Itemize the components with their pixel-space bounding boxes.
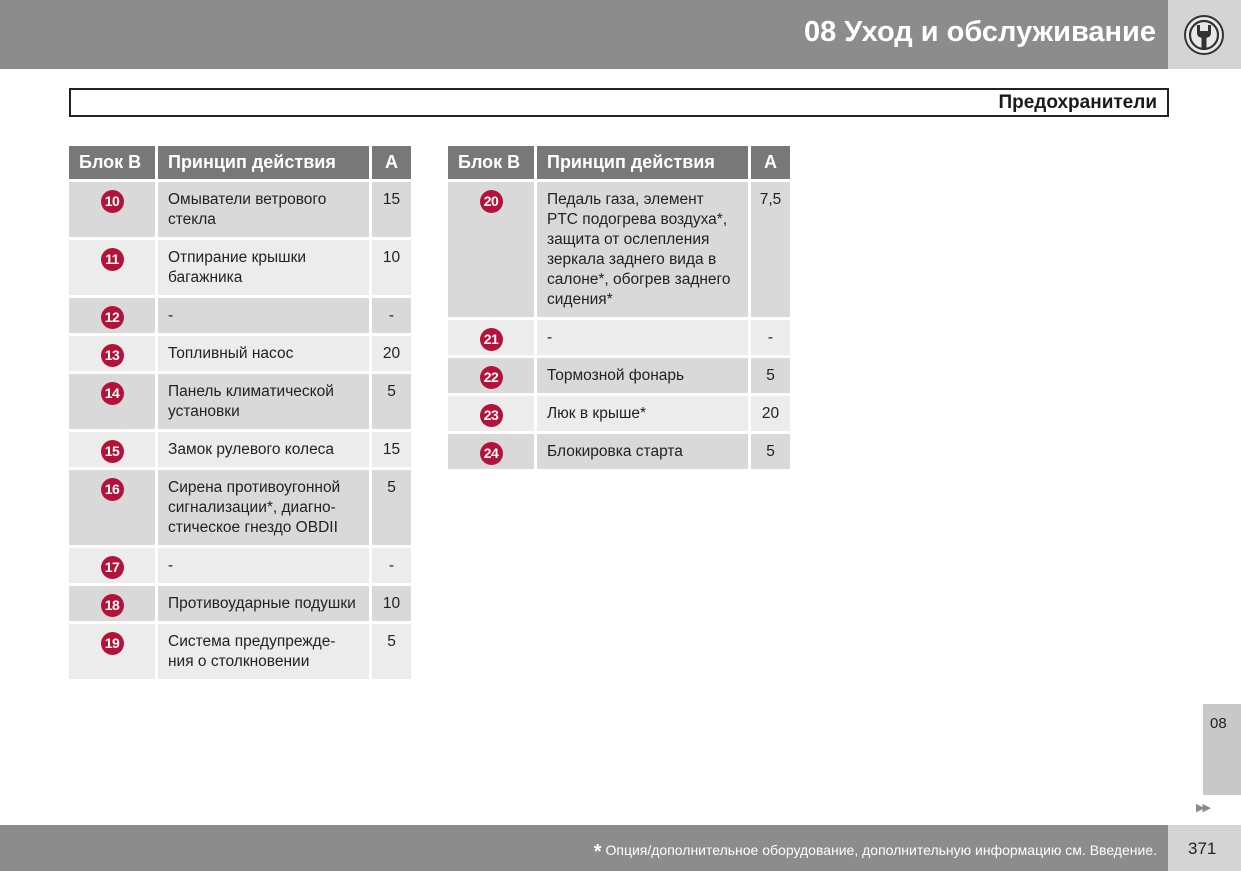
table-row (69, 336, 411, 371)
fuse-amperage-cell: 5 (369, 374, 411, 429)
fuse-number-badge: 12 (101, 306, 124, 329)
column-header-block: Блок B (448, 146, 534, 179)
fuse-number-badge: 23 (480, 404, 503, 427)
fuse-number-cell (448, 434, 534, 469)
table-row (448, 396, 790, 431)
fuse-function-cell: Педаль газа, элемент PTC подогрева воздуха*, защита от ослепления зеркала заднего вида в салоне*, обогрев заднего сидения* (534, 182, 748, 317)
fuse-number-badge: 19 (101, 632, 124, 655)
fuse-number-badge: 22 (480, 366, 503, 389)
fuse-number-badge: 10 (101, 190, 124, 213)
fuse-number-cell (69, 240, 155, 295)
footnote-star: * (593, 841, 602, 863)
table-row (69, 298, 411, 333)
fuse-number-cell (448, 396, 534, 431)
footer-note (594, 841, 1157, 864)
fuse-function-cell: Омыватели ветрового стекла (155, 182, 369, 237)
chapter-title: 08 Уход и обслуживание (803, 16, 1156, 48)
fuse-amperage-cell: - (369, 548, 411, 583)
fuse-table-left (69, 143, 411, 682)
fuse-amperage-cell: - (369, 298, 411, 333)
fuse-number-badge: 21 (480, 328, 503, 351)
fuse-number-badge: 15 (101, 440, 124, 463)
fuse-number-cell (69, 182, 155, 237)
footer-bar (0, 825, 1168, 871)
header-icon-box (1168, 0, 1241, 69)
fuse-function-cell: Тормозной фонарь (534, 358, 748, 393)
table-row (448, 182, 790, 317)
fuse-function-cell: - (155, 298, 369, 333)
table-row (69, 374, 411, 429)
table-row (69, 624, 411, 679)
fuse-number-badge: 18 (101, 594, 124, 617)
fuse-amperage-cell: - (748, 320, 790, 355)
fuse-number-cell (69, 432, 155, 467)
fuse-number-cell (448, 320, 534, 355)
chapter-side-tab[interactable] (1203, 704, 1241, 795)
fuse-amperage-cell: 10 (369, 240, 411, 295)
column-header-amps: А (748, 146, 790, 179)
fuse-amperage-cell: 5 (369, 624, 411, 679)
table-row (448, 434, 790, 469)
table-row (448, 320, 790, 355)
fuse-amperage-cell: 5 (369, 470, 411, 545)
fuse-function-cell: Сирена противоугонной сигнализации*, диагно-стическое гнездо OBDII (155, 470, 369, 545)
fuse-number-cell (448, 358, 534, 393)
fuse-function-cell: Противоударные подушки (155, 586, 369, 621)
fuse-number-badge: 16 (101, 478, 124, 501)
fuse-amperage-cell: 7,5 (748, 182, 790, 317)
fuse-number-badge: 14 (101, 382, 124, 405)
column-header-function: Принцип действия (155, 146, 369, 179)
chapter-side-tab-label: 08 (1210, 715, 1227, 732)
fuse-function-cell: Блокировка старта (534, 434, 748, 469)
wrench-gear-icon (1182, 13, 1226, 57)
fuse-table-right (448, 143, 790, 472)
fuse-number-cell (69, 336, 155, 371)
table-row (448, 358, 790, 393)
fuse-amperage-cell: 10 (369, 586, 411, 621)
section-title: Предохранители (998, 92, 1157, 113)
fuse-number-badge: 11 (101, 248, 124, 271)
column-header-function: Принцип действия (534, 146, 748, 179)
fuse-function-cell: Замок рулевого колеса (155, 432, 369, 467)
table-row (69, 548, 411, 583)
fuse-amperage-cell: 15 (369, 182, 411, 237)
fuse-function-cell: - (534, 320, 748, 355)
fuse-function-cell: Топливный насос (155, 336, 369, 371)
fuse-number-cell (69, 548, 155, 583)
fuse-function-cell: Отпирание крышки багажника (155, 240, 369, 295)
fuse-function-cell: Люк в крыше* (534, 396, 748, 431)
table-header-row (69, 146, 411, 179)
fuse-number-badge: 17 (101, 556, 124, 579)
page-number: 371 (1188, 839, 1217, 858)
fuse-amperage-cell: 20 (748, 396, 790, 431)
page-number-box (1168, 825, 1241, 871)
fuse-number-badge: 24 (480, 442, 503, 465)
footnote-text: Опция/дополнительное оборудование, дополнительную информацию см. Введение. (605, 842, 1157, 858)
fuse-number-badge: 20 (480, 190, 503, 213)
fuse-number-cell (69, 470, 155, 545)
table-header-row (448, 146, 790, 179)
column-header-amps: А (369, 146, 411, 179)
double-arrow-right-icon[interactable]: ▶▶ (1196, 802, 1209, 814)
fuse-amperage-cell: 15 (369, 432, 411, 467)
fuse-function-cell: - (155, 548, 369, 583)
table-row (69, 182, 411, 237)
fuse-number-badge: 13 (101, 344, 124, 367)
fuse-number-cell (448, 182, 534, 317)
fuse-amperage-cell: 5 (748, 358, 790, 393)
table-row (69, 470, 411, 545)
fuse-number-cell (69, 586, 155, 621)
table-row (69, 240, 411, 295)
column-header-block: Блок B (69, 146, 155, 179)
fuse-number-cell (69, 624, 155, 679)
fuse-amperage-cell: 20 (369, 336, 411, 371)
section-header-box (69, 88, 1169, 117)
table-row (69, 432, 411, 467)
fuse-number-cell (69, 298, 155, 333)
header-bar (0, 0, 1168, 69)
fuse-number-cell (69, 374, 155, 429)
table-row (69, 586, 411, 621)
fuse-amperage-cell: 5 (748, 434, 790, 469)
fuse-function-cell: Панель климатической установки (155, 374, 369, 429)
fuse-function-cell: Система предупрежде-ния о столкновении (155, 624, 369, 679)
